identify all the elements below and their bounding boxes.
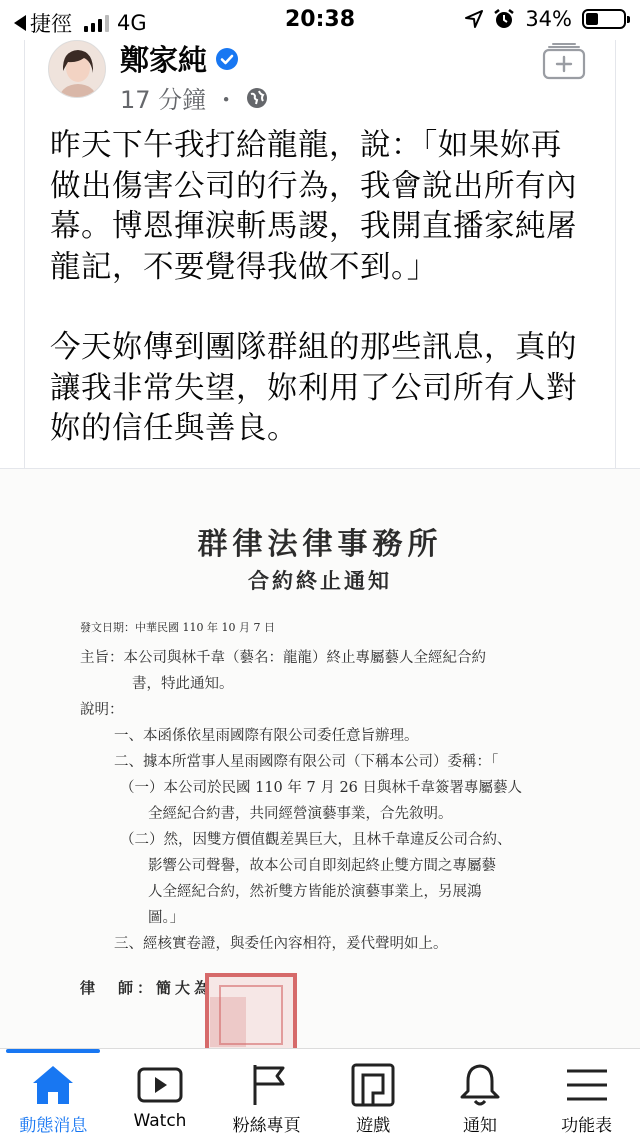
document-explain-label: 說明： [80, 702, 124, 718]
status-bar [0, 0, 640, 40]
document-subitem-cont: 人全經紀合約，然祈雙方皆能於演藝事業上，另展鴻 [148, 884, 482, 900]
globe-icon [246, 87, 268, 109]
post-meta [120, 80, 268, 115]
document-date: 發文日期：中華民國 110 年 10 月 7 日 [80, 621, 275, 634]
avatar-photo [49, 41, 106, 98]
post-time[interactable]: 17 分鐘 [120, 86, 207, 114]
document-subject-cont: 書，特此通知。 [132, 676, 234, 692]
status-right [465, 7, 626, 31]
add-to-collection-icon[interactable] [542, 42, 586, 80]
watch-icon [136, 1063, 184, 1107]
meta-separator: ・ [214, 86, 239, 114]
flag-icon [243, 1063, 291, 1107]
battery-percent: 34% [525, 7, 572, 31]
tab-label: 功能表 [561, 1116, 613, 1136]
alarm-icon [493, 8, 515, 30]
tab-watch[interactable] [107, 1049, 214, 1136]
document-item: 一、本函係依星雨國際有限公司委任意旨辦理。 [114, 728, 419, 744]
tab-label: 遊戲 [356, 1116, 391, 1136]
tab-label: 粉絲專頁 [232, 1116, 301, 1136]
tab-pages[interactable] [213, 1049, 320, 1136]
document-firm-title: 群律法律事務所 [197, 527, 443, 562]
document-subitem: （二）然，因雙方價值觀差異巨大，且林千韋違反公司合約、 [120, 832, 512, 848]
document-subitem-cont: 全經紀合約書，共同經營演藝事業，合先敘明。 [148, 806, 453, 822]
document-subitem-cont: 圖。」 [148, 910, 185, 926]
author-name[interactable] [120, 38, 239, 79]
seal-stamp-small [210, 997, 246, 1047]
post-paragraph: 今天妳傳到團隊群組的那些訊息，真的讓我非常失望，妳利用了公司所有人對妳的信任與善良。 [50, 330, 577, 446]
battery-fill [586, 13, 598, 25]
clock: 20:38 [284, 7, 356, 32]
tab-menu[interactable] [533, 1049, 640, 1136]
document-item: 二、據本所當事人星雨國際有限公司（下稱本公司）委稱：「 [114, 754, 499, 770]
tab-gaming[interactable] [320, 1049, 427, 1136]
bell-icon [456, 1063, 504, 1107]
document-body [80, 615, 580, 957]
battery-icon [582, 9, 626, 29]
tab-label: 通知 [462, 1116, 497, 1136]
avatar[interactable] [48, 40, 106, 98]
gaming-icon [349, 1063, 397, 1107]
document-lawyer: 律 師：簡大為 [80, 979, 214, 997]
verified-badge-icon [215, 47, 239, 71]
location-icon [465, 10, 483, 28]
document-subject: 主旨：本公司與林千韋（藝名：龍龍）終止專屬藝人全經紀合約 [80, 650, 486, 666]
author-name-text: 鄭家純 [120, 43, 208, 77]
post-image-document[interactable] [0, 468, 640, 1048]
document-item: 三、經核實卷證，與委任內容相符，爰代聲明如上。 [114, 936, 448, 952]
document-subitem: （一）本公司於民國 110 年 7 月 26 日與林千韋簽署專屬藝人 [120, 780, 523, 796]
post-paragraph: 昨天下午我打給龍龍，說：「如果妳再做出傷害公司的行為，我會說出所有內幕。博恩揮淚斬馬謖，我開直播家純屠龍記，不要覺得我做不到。」 [50, 128, 577, 285]
tab-notifications[interactable] [427, 1049, 534, 1136]
tab-label: 動態消息 [19, 1116, 88, 1136]
home-icon [29, 1063, 77, 1107]
document-subitem-cont: 影響公司聲譽，故本公司自即刻起終止雙方間之專屬藝 [148, 858, 496, 874]
menu-icon [563, 1063, 611, 1107]
tab-label: Watch [133, 1111, 187, 1131]
bottom-tab-bar [0, 1048, 640, 1136]
back-label: 捷徑 [30, 12, 72, 36]
post-text [50, 126, 580, 490]
tab-news-feed[interactable] [0, 1049, 107, 1136]
document-subtitle: 合約終止通知 [248, 568, 392, 593]
network-label: 4G [117, 11, 147, 35]
